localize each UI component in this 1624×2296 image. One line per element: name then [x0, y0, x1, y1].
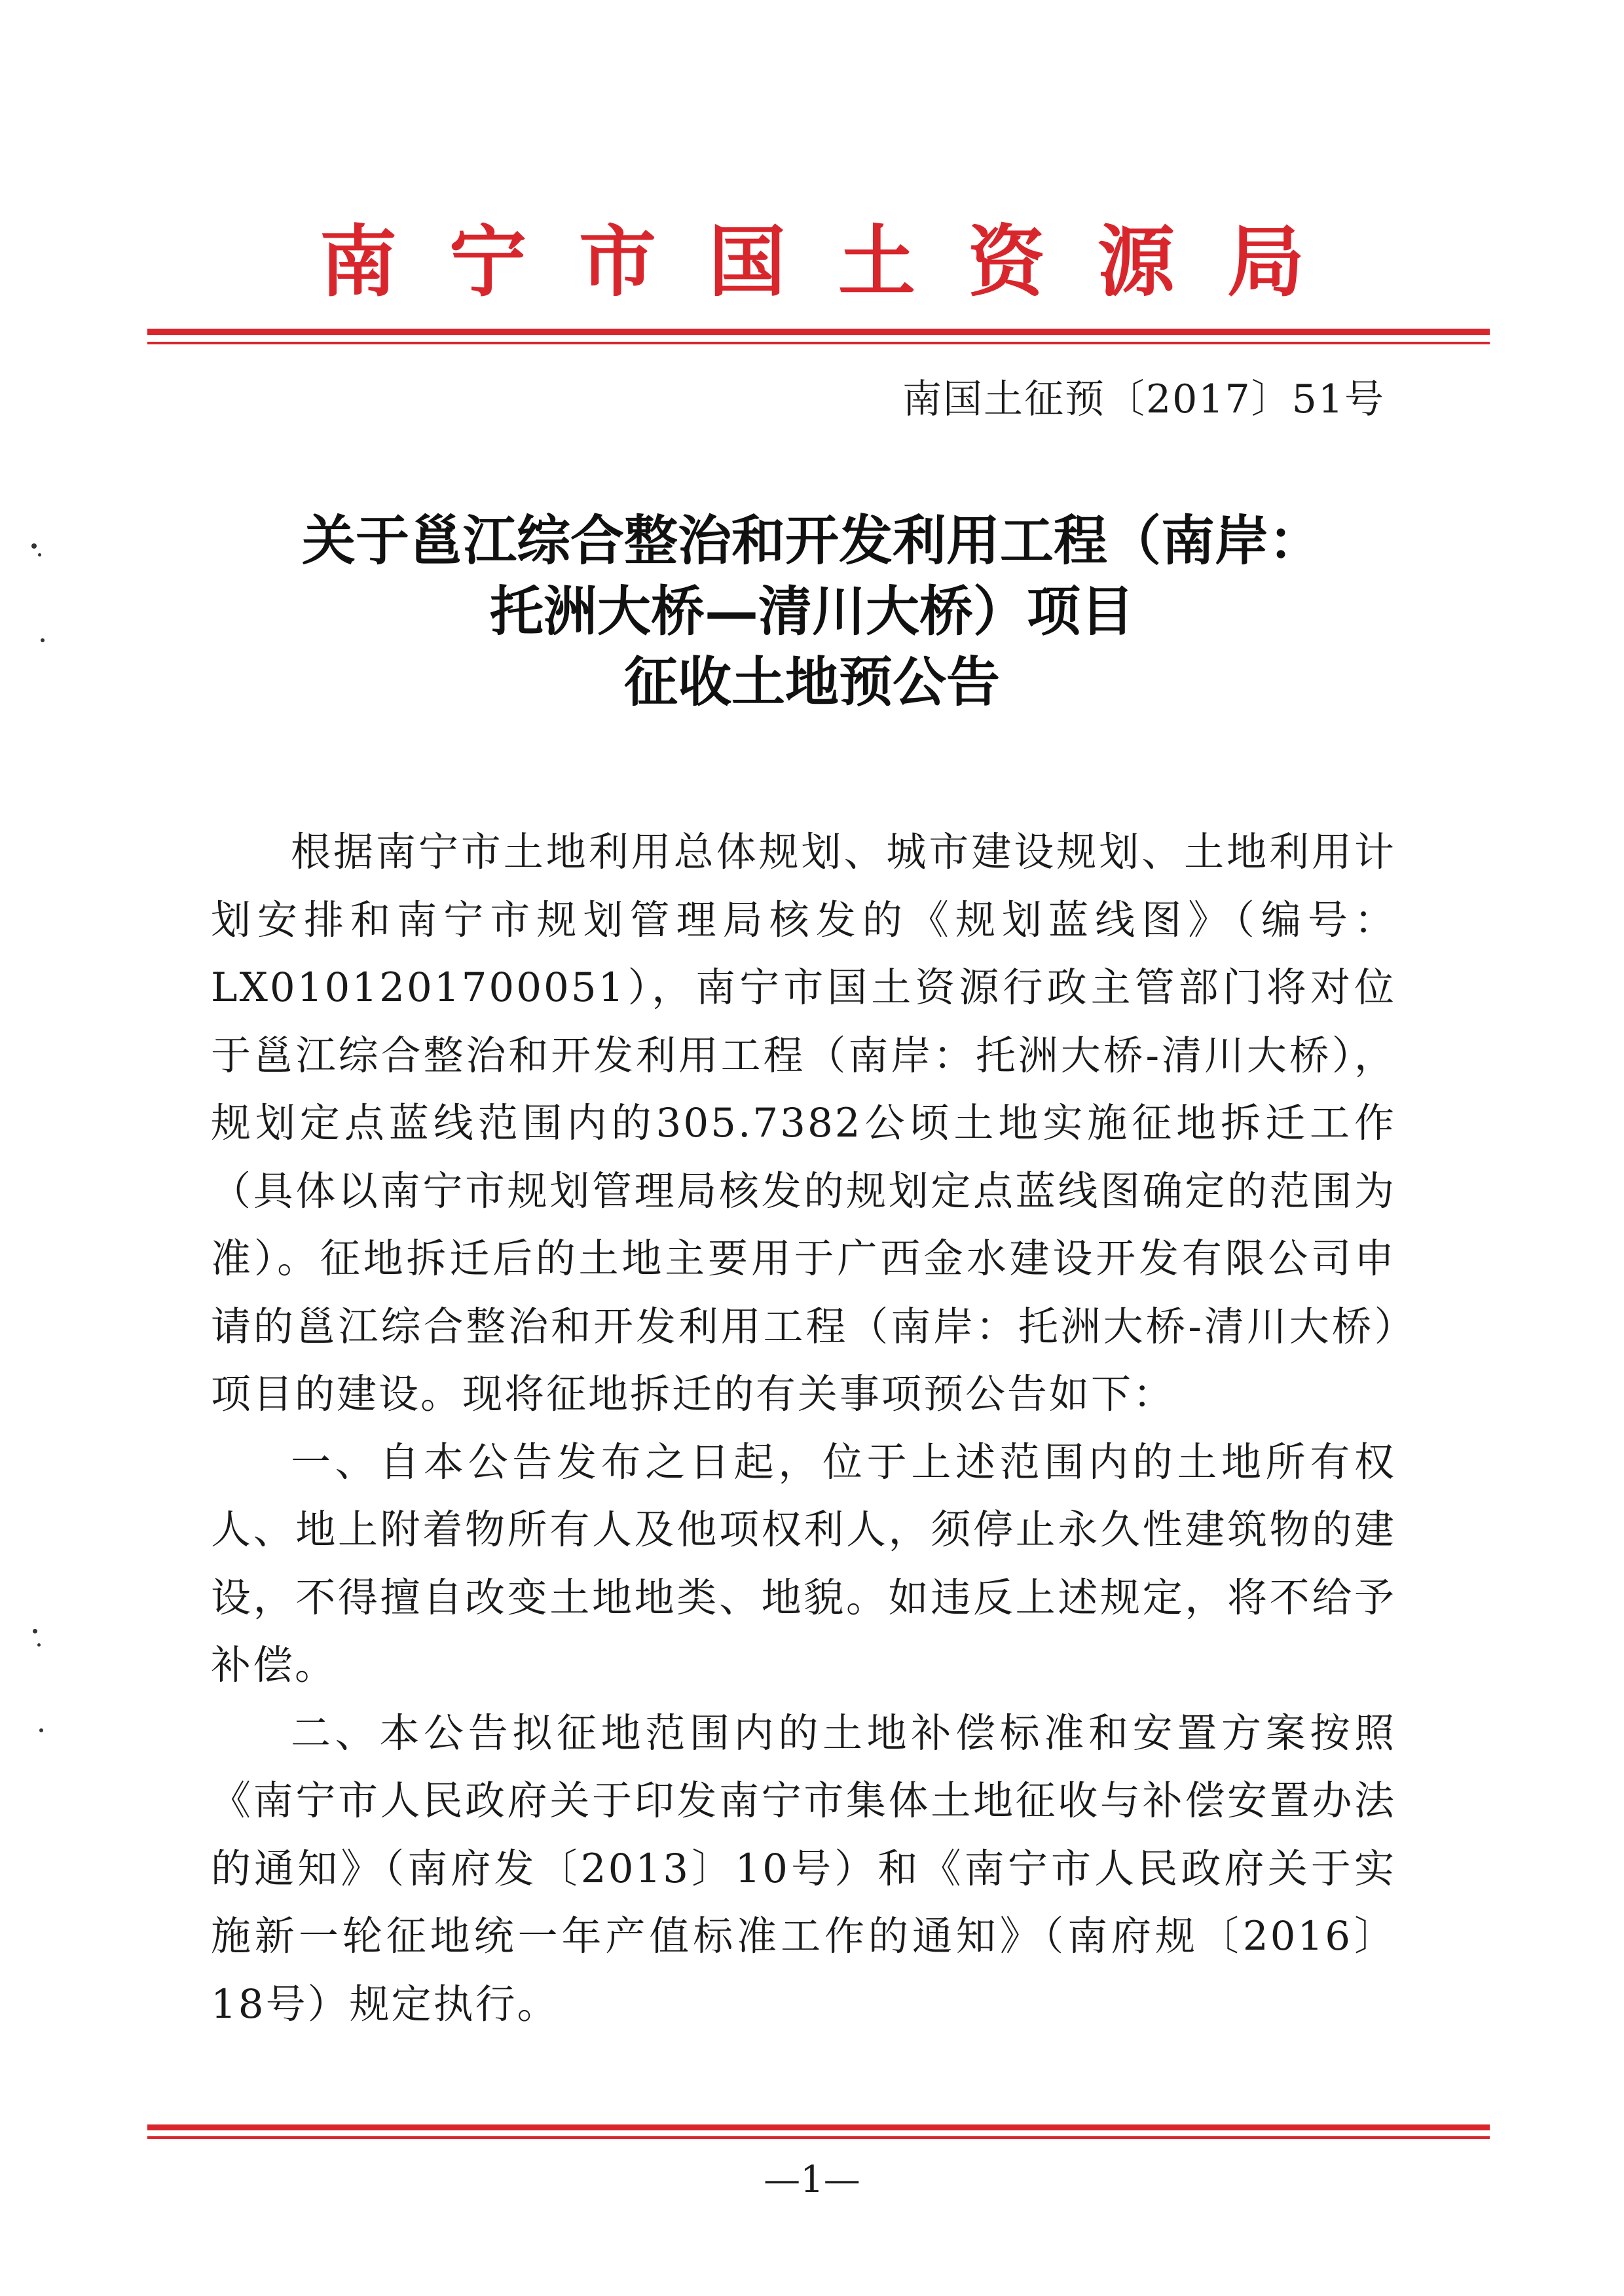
- page-number: —1—: [764, 2159, 860, 2201]
- scan-speck: [37, 1643, 41, 1647]
- document-title: [147, 505, 1477, 718]
- body-paragraph: 根据南宁市土地利用总体规划、城市建设规划、土地利用计划安排和南宁市规划管理局核发的《规划蓝线图》（编号：LX0101201700051），南宁市国土资源行政主管部门将对位于邕江综合整治和开发利用工程（南岸：托洲大桥-清川大桥），规划定点蓝线范围内的305.7382公顷土地实施征地拆迁工作（具体以南宁市规划管理局核发的规划定点蓝线图确定的范围为准）。征地拆迁后的土地主要用于广西金水建设开发有限公司申请的邕江综合整治和开发利用工程（南岸：托洲大桥-清川大桥）项目的建设。现将征地拆迁的有关事项预公告如下：: [211, 829, 1396, 1417]
- footer-rule-thick: [147, 2124, 1490, 2130]
- title-line: 关于邕江综合整治和开发利用工程（南岸：: [301, 509, 1322, 572]
- scan-speck: [41, 638, 45, 642]
- title-line: 征收土地预公告: [623, 651, 1000, 714]
- footer-rule-thin: [147, 2136, 1490, 2139]
- scan-speck: [33, 1629, 37, 1633]
- masthead-rule-thick: [147, 329, 1490, 335]
- scan-speck: [31, 543, 37, 549]
- scan-speck: [38, 553, 41, 556]
- title-line: 托洲大桥—清川大桥）项目: [489, 580, 1134, 643]
- body-paragraph: 一、自本公告发布之日起，位于上述范围内的土地所有权人、地上附着物所有人及他项权利人，须停止永久性建筑物的建设，不得擅自改变土地地类、地貌。如违反上述规定，将不给予补偿。: [211, 1438, 1396, 1688]
- document-body: [211, 818, 1396, 2038]
- agency-masthead: 南宁市国土资源局: [319, 216, 1357, 307]
- masthead-rule-thin: [147, 342, 1490, 344]
- document-number: 南国土征预〔2017〕51号: [902, 376, 1385, 422]
- scan-speck: [39, 1728, 43, 1732]
- body-paragraph: 二、本公告拟征地范围内的土地补偿标准和安置方案按照《南宁市人民政府关于印发南宁市集体土地征收与补偿安置办法的通知》（南府发〔2013〕10号）和《南宁市人民政府关于实施新一轮征地统一年产值标准工作的通知》（南府规〔2016〕18号）规定执行。: [211, 1709, 1396, 2028]
